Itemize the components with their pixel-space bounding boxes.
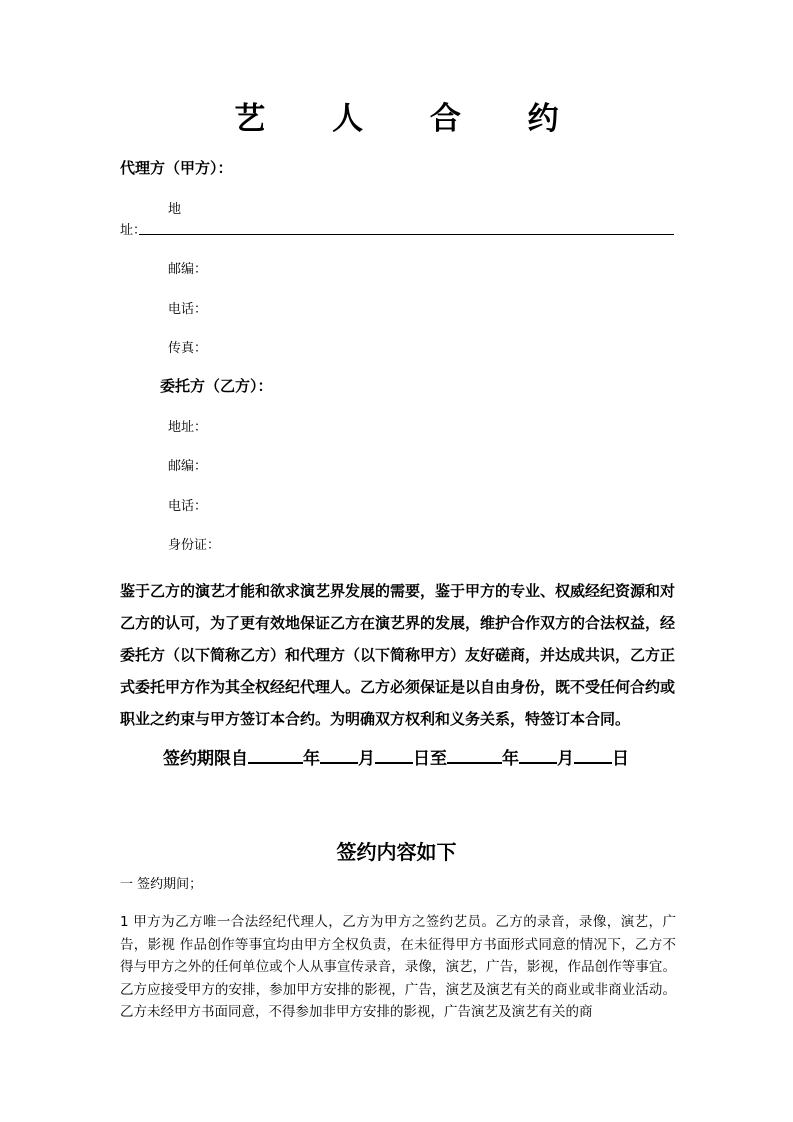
section-title: 签约内容如下 [336,840,457,864]
party-a-address-label-part2: 址： [120,223,147,238]
period-day-to: 日至 [413,749,447,769]
party-a-address-label-part1: 地 [168,202,182,217]
period-prefix: 签约期限自 [163,749,248,769]
period-blank-year1 [248,744,303,764]
party-a-postcode-label: 邮编： [168,262,208,277]
period-month1: 月 [358,749,375,769]
period-year2: 年 [502,749,519,769]
party-b-postcode-label: 邮编： [168,459,208,474]
intro-paragraph: 鉴于乙方的演艺才能和欲求演艺界发展的需要，鉴于甲方的专业、权威经纪资源和对乙方的认可，为了更有效地保证乙方在演艺界的发展，维护合作双方的合法权益，经委托方（以下简称乙方）和代理方（以下简称甲方）友好磋商，并达成共识，乙方正式委托甲方作为其全权经纪代理人。乙方必须保证是以自由身份，既不受任何合约或职业之约束与甲方签订本合约。为明确双方权利和义务关系，特签订本合同。 [120,582,676,728]
party-b-address-label: 地址： [168,420,208,435]
period-blank-day1 [375,744,413,764]
period-blank-month1 [320,744,358,764]
contract-period-line [163,744,629,769]
party-b-id-label: 身份证： [168,538,221,553]
party-a-address-line [139,234,674,235]
period-day2: 日 [612,749,629,769]
clause-1-paragraph: 1 甲方为乙方唯一合法经纪代理人，乙方为甲方之签约艺员。乙方的录音，录像，演艺，广告，影视 作品创作等事宜均由甲方全权负责，在未征得甲方书面形式同意的情况下，乙方不得与甲方之外的任何单位或个人从事宣传录音，录像，演艺，广告，影视，作品创作等事宜。 乙方应接受甲方的安排，参加甲方安排的影视，广告，演艺及演艺有关的商业或非商业活动。乙方未经甲方书面同意，不得参加非甲方安排的影视，广告演艺及演艺有关的商 [120,914,676,1020]
period-blank-day2 [574,744,612,764]
period-year1: 年 [303,749,320,769]
period-blank-month2 [519,744,557,764]
party-a-fax-label: 传真： [168,341,208,356]
document-title: 艺 人 合 约 [234,101,587,137]
period-month2: 月 [557,749,574,769]
party-b-heading: 委托方（乙方）： [160,377,273,395]
party-a-phone-label: 电话： [168,302,208,317]
period-blank-year2 [447,744,502,764]
party-b-phone-label: 电话： [168,499,208,514]
party-a-heading: 代理方（甲方）： [120,159,233,177]
section-subheading: 一 签约期间； [120,877,203,892]
